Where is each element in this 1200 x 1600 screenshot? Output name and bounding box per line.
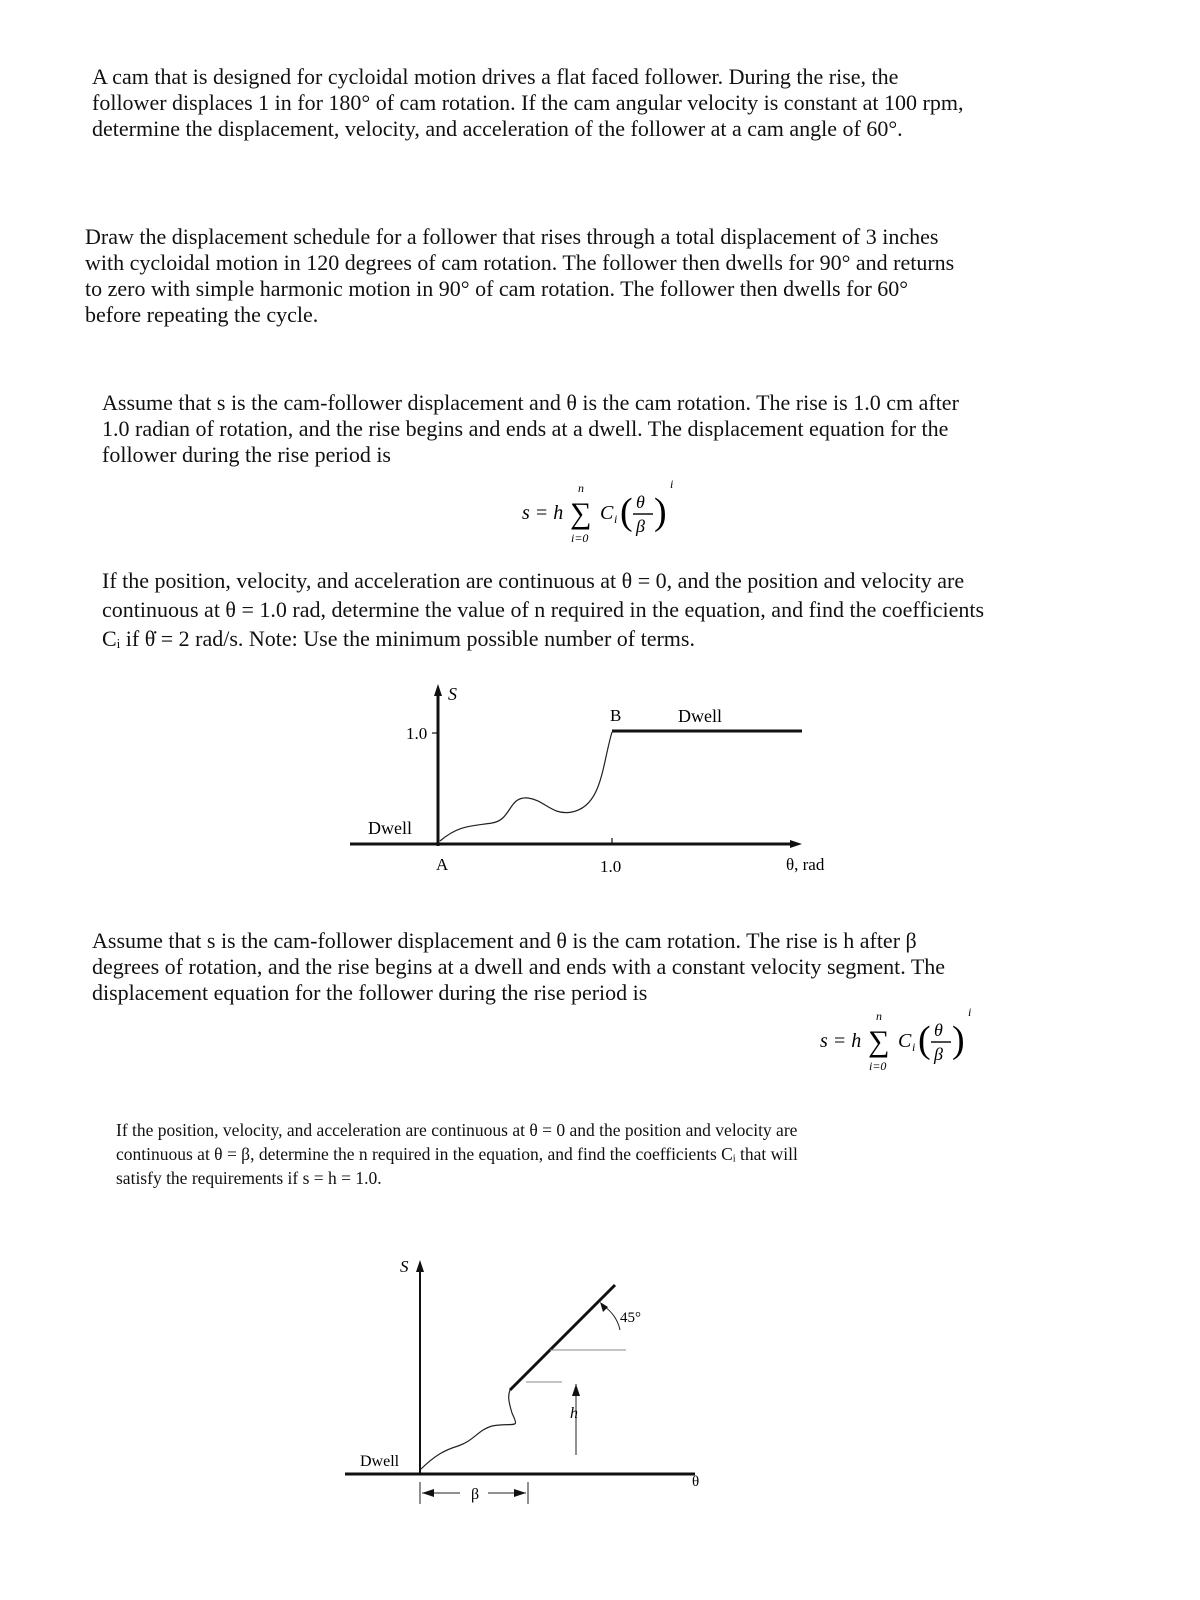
x-axis-label: θ, rad [786, 855, 825, 874]
open-paren: ( [918, 1019, 931, 1061]
text-line: with cycloidal motion in 120 degrees of cam rotation. The follower then dwells for 90° and returns [85, 250, 955, 275]
y-axis-arrow [434, 684, 442, 696]
y-tick-label: 1.0 [406, 724, 428, 743]
coefficient: C [898, 1030, 912, 1052]
angle-label: 45° [620, 1310, 641, 1326]
label-beta: β [471, 1486, 480, 1503]
problem-3-equation [520, 476, 700, 554]
problem-3-figure [340, 676, 860, 906]
exponent: i [968, 1005, 972, 1019]
text-line: Cᵢ if θ̇ = 2 rad/s. Note: Use the minimum possible number of terms. [102, 626, 695, 651]
close-paren: ) [654, 491, 667, 533]
text-line: to zero with simple harmonic motion in 90° of cam rotation. The follower then dwells for 60° [85, 276, 909, 301]
h-dimension-arrow [572, 1384, 580, 1396]
problem-4-text-2 [116, 1118, 936, 1190]
label-a: A [436, 855, 449, 874]
label-dwell-top: Dwell [678, 706, 722, 726]
y-axis-label: S [448, 684, 457, 704]
y-axis-arrow [416, 1260, 424, 1272]
open-paren: ( [620, 491, 633, 533]
fraction-denominator: β [934, 1044, 943, 1064]
text-line: Assume that s is the cam-follower displacement and θ is the cam rotation. The rise is 1.0 cm after [102, 390, 959, 415]
rise-curve [440, 732, 612, 841]
label-dwell: Dwell [360, 1453, 400, 1470]
label-dwell-left: Dwell [368, 818, 412, 838]
text-line: continuous at θ = β, determine the n required in the equation, and find the coefficients Cᵢ that will [116, 1144, 798, 1164]
beta-arrow-left [422, 1489, 434, 1497]
text-line: degrees of rotation, and the rise begins at a dwell and ends with a constant velocity segment. The [92, 954, 946, 979]
constant-velocity-line [510, 1285, 615, 1390]
text-line: A cam that is designed for cycloidal motion drives a flat faced follower. During the rise, the [92, 64, 899, 89]
exponent: i [670, 477, 674, 491]
rise-curve [420, 1390, 516, 1470]
coefficient-subscript: i [912, 1040, 916, 1054]
text-line: follower during the rise period is [102, 442, 391, 467]
equation-lhs: s = h [522, 502, 564, 524]
angle-arc-arrow [600, 1302, 608, 1312]
close-paren: ) [952, 1019, 965, 1061]
problem-4-text [92, 928, 1078, 1006]
x-tick-label: 1.0 [600, 857, 622, 876]
beta-arrow-right [514, 1489, 526, 1497]
x-axis-arrow [790, 840, 802, 848]
fraction-denominator: β [636, 516, 645, 536]
coefficient: C [600, 502, 614, 524]
text-line: displacement equation for the follower during the rise period is [92, 980, 648, 1005]
fraction-numerator: θ [636, 492, 645, 512]
text-line: Assume that s is the cam-follower displacement and θ is the cam rotation. The rise is h after β [92, 928, 917, 953]
text-line: satisfy the requirements if s = h = 1.0. [116, 1168, 382, 1188]
text-line: If the position, velocity, and acceleration are continuous at θ = 0, and the position and velocity are [102, 568, 965, 593]
problem-2-text [85, 224, 1085, 328]
problem-3-text [102, 390, 1102, 468]
label-h: h [570, 1405, 578, 1422]
problem-4-equation [818, 1004, 998, 1082]
text-line: continuous at θ = 1.0 rad, determine the value of n required in the equation, and find the coefficients [102, 597, 985, 622]
text-line: If the position, velocity, and acceleration are continuous at θ = 0 and the position and velocity are [116, 1120, 798, 1140]
text-line: before repeating the cycle. [85, 302, 319, 327]
sum-lower-limit: i=0 [571, 531, 589, 545]
summation-symbol: ∑ [570, 497, 592, 530]
text-line: follower displaces 1 in for 180° of cam rotation. If the cam angular velocity is constant at 100 rpm, [92, 90, 964, 115]
equation-lhs: s = h [820, 1030, 862, 1052]
text-line: determine the displacement, velocity, and acceleration of the follower at a cam angle of 60°. [92, 116, 903, 141]
y-axis-label: S [400, 1257, 409, 1276]
summation-symbol: ∑ [868, 1025, 890, 1058]
problem-1-text [92, 64, 1092, 142]
coefficient-subscript: i [614, 512, 618, 526]
problem-4-figure [340, 1250, 740, 1510]
x-axis-label: θ [692, 1474, 700, 1490]
label-b: B [610, 706, 622, 725]
text-line: 1.0 radian of rotation, and the rise begins and ends at a dwell. The displacement equation for the [102, 416, 949, 441]
text-line: Draw the displacement schedule for a follower that rises through a total displacement of 3 inches [85, 224, 939, 249]
fraction-numerator: θ [934, 1020, 943, 1040]
sum-lower-limit: i=0 [869, 1059, 887, 1073]
sum-upper-limit: n [876, 1009, 882, 1023]
sum-upper-limit: n [578, 481, 584, 495]
problem-3-text-2 [102, 566, 1102, 653]
